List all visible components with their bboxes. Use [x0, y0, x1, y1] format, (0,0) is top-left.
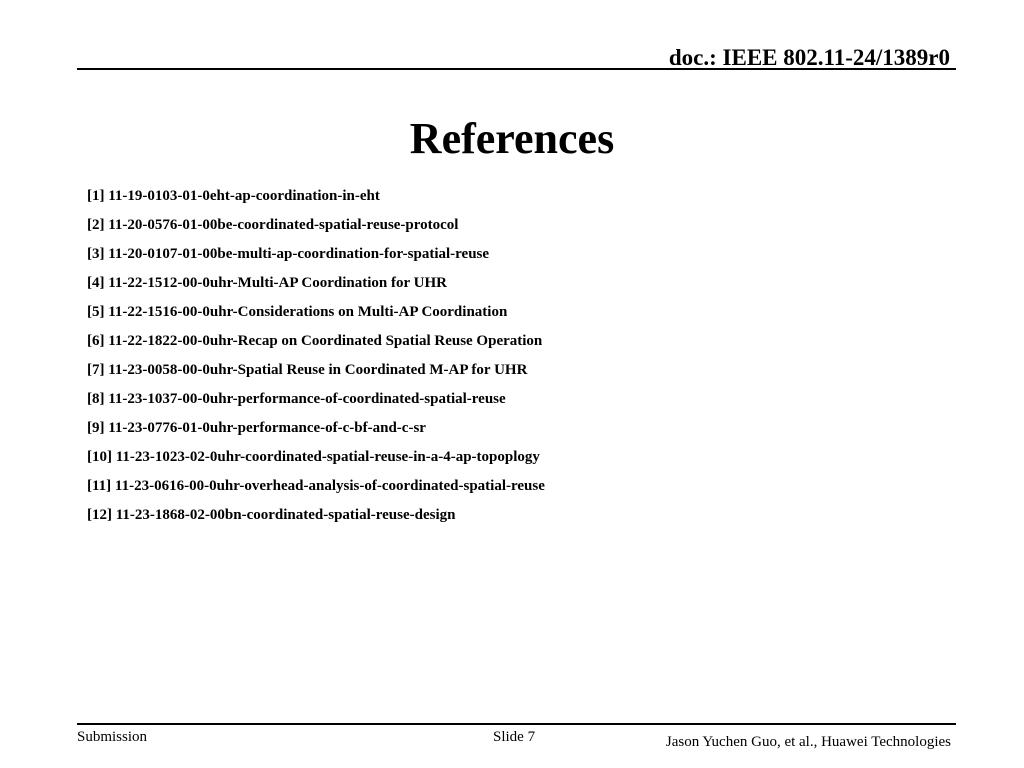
footer-submission: Submission [77, 729, 148, 745]
reference-item: [10] 11-23-1023-02-0uhr-coordinated-spatial-reuse-in-a-4-ap-topoplogy [87, 449, 540, 465]
reference-item: [1] 11-19-0103-01-0eht-ap-coordination-in-eht [87, 188, 380, 204]
reference-item: [4] 11-22-1512-00-0uhr-Multi-AP Coordination for UHR [87, 275, 447, 291]
reference-item: [8] 11-23-1037-00-0uhr-performance-of-coordinated-spatial-reuse [87, 391, 506, 407]
reference-item: [6] 11-22-1822-00-0uhr-Recap on Coordinated Spatial Reuse Operation [87, 333, 543, 349]
reference-item: [3] 11-20-0107-01-00be-multi-ap-coordination-for-spatial-reuse [87, 246, 490, 262]
reference-item: [11] 11-23-0616-00-0uhr-overhead-analysis-of-coordinated-spatial-reuse [87, 478, 545, 494]
footer-author: Jason Yuchen Guo, et al., Huawei Technologies [665, 734, 951, 750]
reference-item: [7] 11-23-0058-00-0uhr-Spatial Reuse in Coordinated M-AP for UHR [87, 362, 528, 378]
footer-slide-number: Slide 7 [493, 729, 536, 745]
reference-item: [9] 11-23-0776-01-0uhr-performance-of-c-bf-and-c-sr [87, 420, 426, 436]
reference-item: [2] 11-20-0576-01-00be-coordinated-spatial-reuse-protocol [87, 217, 459, 233]
header-divider [77, 68, 956, 70]
reference-list [87, 183, 545, 531]
reference-item: [5] 11-22-1516-00-0uhr-Considerations on Multi-AP Coordination [87, 304, 508, 320]
document-id: doc.: IEEE 802.11-24/1389r0 [668, 45, 950, 70]
slide-title: References [409, 114, 615, 163]
reference-item: [12] 11-23-1868-02-00bn-coordinated-spatial-reuse-design [87, 507, 456, 523]
footer-divider [77, 723, 956, 725]
